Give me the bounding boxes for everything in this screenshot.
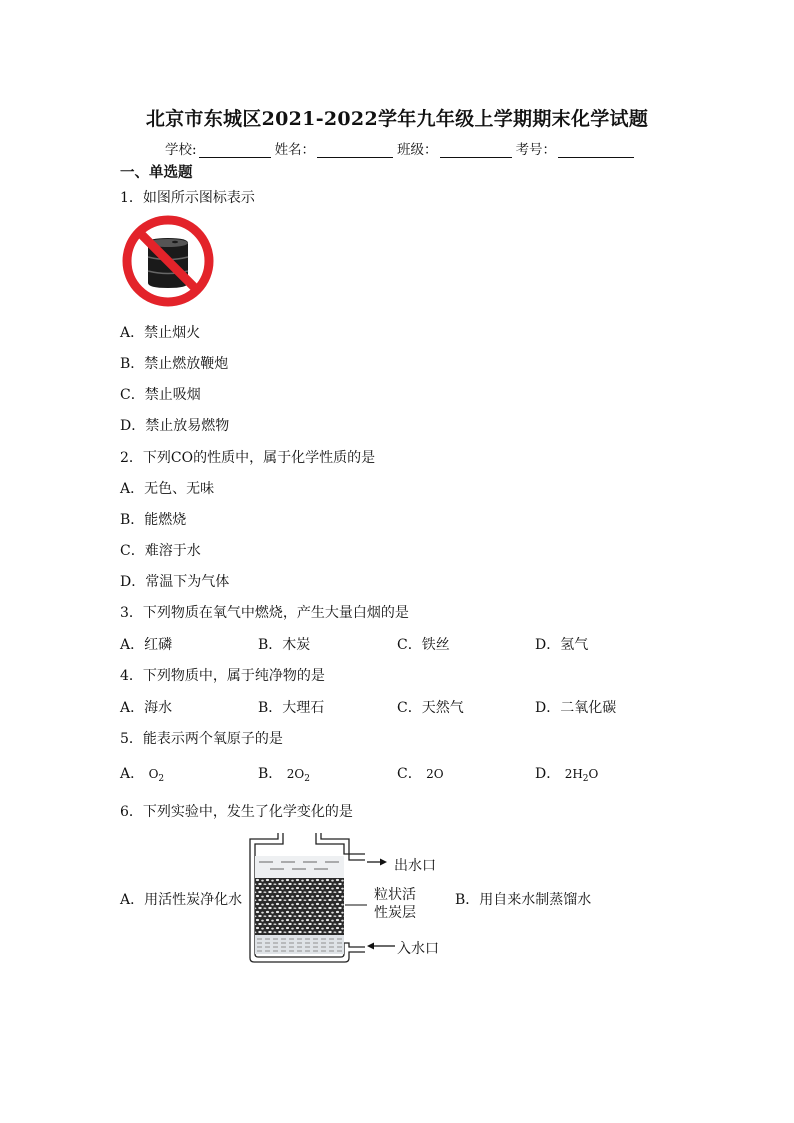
question-2-option-a[interactable]: A．无色、无味: [120, 481, 215, 497]
class-label: 班级：: [397, 142, 438, 158]
question-2-option-d[interactable]: D．常温下为气体: [120, 574, 230, 590]
formula-main: 2O: [286, 767, 305, 781]
no-flammables-sign-icon: [120, 213, 216, 309]
question-6-option-b[interactable]: B．用自来水制蒸馏水: [455, 892, 592, 908]
question-3-stem: 3．下列物质在氧气中燃烧，产生大量白烟的是: [120, 605, 409, 621]
carbon-layer-label-line2: 性炭层: [374, 905, 416, 921]
class-blank[interactable]: [440, 143, 512, 158]
option-prefix: D．: [535, 766, 561, 782]
question-5-option-a[interactable]: [120, 763, 164, 784]
question-4-stem: 4．下列物质中，属于纯净物的是: [120, 668, 325, 684]
question-6-option-a[interactable]: A．用活性炭净化水: [120, 892, 243, 908]
question-2-option-b[interactable]: B．能燃烧: [120, 512, 187, 528]
name-label: 姓名：: [274, 142, 316, 158]
question-4-option-d[interactable]: D．二氧化碳: [535, 700, 617, 716]
question-5-stem: 5．能表示两个氧原子的是: [120, 731, 283, 747]
exam-no-label: 考号：: [515, 142, 557, 158]
question-5-option-c[interactable]: [397, 763, 444, 784]
exam-no-blank[interactable]: [558, 143, 634, 158]
question-4-option-b[interactable]: B．大理石: [258, 700, 325, 716]
question-1-option-c[interactable]: C．禁止吸烟: [120, 387, 201, 403]
name-blank[interactable]: [317, 143, 393, 158]
question-1-option-a[interactable]: A．禁止烟火: [120, 325, 201, 341]
option-prefix: B．: [258, 766, 283, 782]
outlet-label: 出水口: [394, 858, 436, 874]
inlet-label: 入水口: [397, 941, 439, 957]
question-2-option-c[interactable]: C．难溶于水: [120, 543, 201, 559]
section-heading: 一、单选题: [120, 164, 193, 181]
formula-main: 2H: [564, 767, 583, 781]
question-2-stem: 2．下列CO的性质中，属于化学性质的是: [120, 450, 376, 466]
school-blank[interactable]: [199, 143, 271, 158]
student-info-line: [165, 138, 638, 158]
option-prefix: C．: [397, 766, 422, 782]
formula-subscript: 2: [304, 774, 310, 784]
question-3-option-b[interactable]: B．木炭: [258, 637, 311, 653]
question-1-option-d[interactable]: D．禁止放易燃物: [120, 418, 230, 434]
question-6-stem: 6．下列实验中，发生了化学变化的是: [120, 804, 353, 820]
question-4-option-a[interactable]: A．海水: [120, 700, 173, 716]
question-1-stem: 1．如图所示图标表示: [120, 190, 255, 206]
question-4-option-c[interactable]: C．天然气: [397, 700, 464, 716]
carbon-layer-label-line1: 粒状活: [374, 887, 416, 903]
question-3-option-c[interactable]: C．铁丝: [397, 637, 450, 653]
question-5-option-d[interactable]: [535, 763, 598, 784]
formula-subscript: 2: [158, 774, 165, 784]
question-3-option-d[interactable]: D．氢气: [535, 637, 589, 653]
formula-main: 2O: [426, 767, 444, 781]
school-label: 学校:: [165, 142, 197, 158]
page-title: 北京市东城区2021-2022学年九年级上学期期末化学试题: [145, 108, 649, 130]
question-1-option-b[interactable]: B．禁止燃放鞭炮: [120, 356, 229, 372]
formula-subscript: 2: [582, 774, 589, 784]
formula-main: O: [148, 767, 159, 781]
question-3-option-a[interactable]: A．红磷: [120, 637, 173, 653]
question-5-option-b[interactable]: [258, 763, 310, 784]
option-prefix: A．: [120, 766, 145, 782]
formula-tail: O: [588, 767, 599, 781]
